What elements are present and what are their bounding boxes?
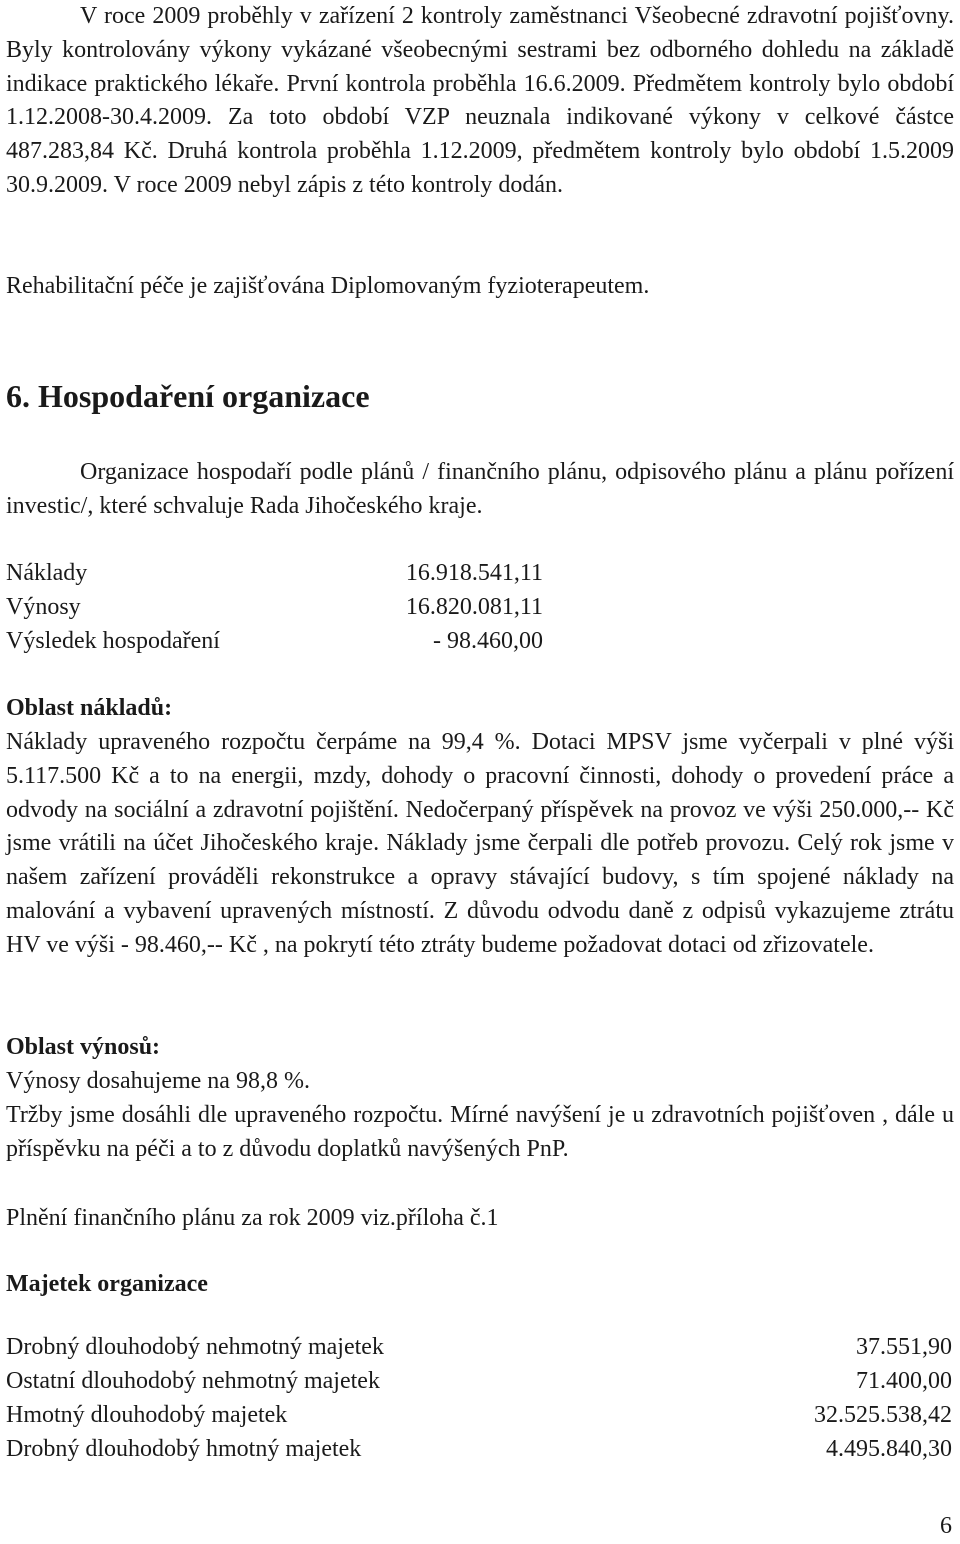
asset-label: Hmotný dlouhodobý majetek (6, 1402, 288, 1428)
costs-paragraph: Náklady upraveného rozpočtu čerpáme na 99,4 %. Dotaci MPSV jsme vyčerpali v plné výši 5.117.500 Kč a to na energii, mzdy, dohody o pracovní činnosti, dohody o provedení práce a odvody na sociální a zdravotní pojištění. Nedočerpaný příspěvek na provoz ve výši 250.000,-- Kč jsme vrátili na účet Jihočeského kraje. Náklady jsme čerpali dle potřeb provozu. Celý rok jsme v našem zařízení prováděli rekonstrukce a opravy stávající budovy, s tím spojené náklady na malování a vybavení upravených místností. Z důvodu odvodu daně z odpisů vykazujeme ztrátu HV ve výši - 98.460,-- Kč , na pokrytí této ztráty budeme požadovat dotaci od zřizovatele. (6, 729, 954, 958)
asset-label: Ostatní dlouhodobý nehmotný majetek (6, 1368, 380, 1394)
financial-plan-line: Plnění finančního plánu za rok 2009 viz.příloha č.1 (6, 1205, 499, 1231)
page-number: 6 (940, 1513, 952, 1539)
financial-label-revenues: Výnosy (6, 594, 81, 620)
asset-value: 4.495.840,30 (826, 1436, 952, 1462)
revenues-heading: Oblast výnosů: (6, 1034, 161, 1060)
inspection-paragraph: V roce 2009 proběhly v zařízení 2 kontroly zaměstnanci Všeobecné zdravotní pojišťovny. Byly kontrolovány výkony vykázané všeobecnými sestrami bez odborného dohledu na základě indikace praktického lékaře. První kontrola proběhla 16.6.2009. Předmětem kontroly bylo období 1.12.2008-30.4.2009. Za toto období VZP neuznala indikované výkony v celkové částce 487.283,84 Kč. Druhá kontrola proběhla 1.12.2009, předmětem kontroly bylo období 1.5.2009 30.9.2009. V roce 2009 nebyl zápis z této kontroly dodán. (6, 3, 954, 198)
asset-label: Drobný dlouhodobý hmotný majetek (6, 1436, 362, 1462)
rehabilitation-line: Rehabilitační péče je zajišťována Diplomovaným fyzioterapeutem. (6, 273, 650, 299)
asset-value: 37.551,90 (856, 1334, 952, 1360)
asset-value: 32.525.538,42 (814, 1402, 952, 1428)
financial-value-result: - 98.460,00 (433, 628, 543, 654)
revenues-line: Výnosy dosahujeme na 98,8 %. (6, 1068, 310, 1094)
section-intro-paragraph: Organizace hospodaří podle plánů / finančního plánu, odpisového plánu a plánu pořízení investic/, které schvaluje Rada Jihočeského kraje. (6, 459, 954, 519)
section-heading-hospodareni: 6. Hospodaření organizace (6, 378, 370, 414)
financial-label-costs: Náklady (6, 560, 88, 586)
revenues-paragraph: Tržby jsme dosáhli dle upraveného rozpočtu. Mírné navýšení je u zdravotních pojišťoven , dále u příspěvku na péči a to z důvodu doplatků navýšených PnP. (6, 1102, 954, 1162)
financial-label-result: Výsledek hospodaření (6, 628, 220, 654)
financial-value-revenues: 16.820.081,11 (405, 594, 543, 620)
financial-value-costs: 16.918.541,11 (405, 560, 543, 586)
costs-heading: Oblast nákladů: (6, 695, 173, 721)
asset-label: Drobný dlouhodobý nehmotný majetek (6, 1334, 384, 1360)
asset-value: 71.400,00 (856, 1368, 952, 1394)
assets-heading: Majetek organizace (6, 1271, 208, 1297)
